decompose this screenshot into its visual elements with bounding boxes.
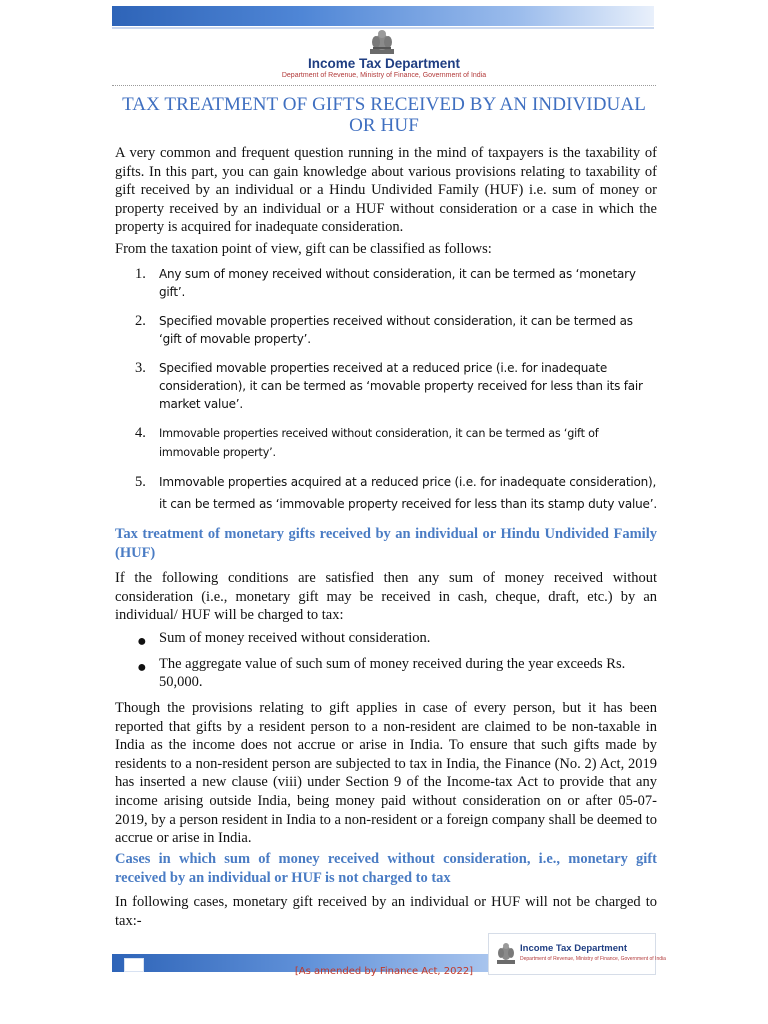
list-item [115,265,657,301]
list-item [115,629,657,650]
national-emblem-icon [367,26,397,56]
list-item [115,359,657,413]
list-item-text: Specified movable properties received at a reduced price (i.e. for inadequate consideration), it can be termed as ‘movable property received for less than its fair market value’. [159,361,643,411]
header-title: Income Tax Department [307,56,461,71]
gift-types-list [115,265,657,515]
section1-paragraph: If the following conditions are satisfied then any sum of money received without consideration (i.e., monetary gift may be received in cash, cheque, draft, etc.) by an individual/ HUF will be charged to tax: [115,570,657,624]
section-heading-monetary-gifts: Tax treatment of monetary gifts received by an individual or Hindu Undivided Family (HUF) [115,526,657,561]
list-item-text: Any sum of money received without consideration, it can be termed as ‘monetary gift’. [159,267,636,299]
bullet-icon: ● [137,633,147,650]
section2-paragraph: In following cases, monetary gift received by an individual or HUF will not be charged to tax:- [115,894,657,929]
national-emblem-icon [495,940,517,966]
list-item-text: Immovable properties acquired at a reduced price (i.e. for inadequate consideration), it can be termed as ‘immovable property received for less than its stamp duty value’. [159,475,657,511]
list-item [115,471,657,515]
footer-logo-title: Income Tax Department [520,943,627,954]
section1-paragraph-2: Though the provisions relating to gift applies in case of every person, but it has been reported that gifts by a resident person to a non-resident are claimed to be non-taxable in India as the income does not accrue or arise in India. To ensure that such gifts made by residents to a non-resident person are subjected to tax in India, the Finance (No. 2) Act, 2019 has inserted a new clause (viii) under Section 9 of the Income-tax Act to provide that any income arising outside India, being money paid without consideration on or after 05-07-2019, by a person resident in India to a non-resident or a foreign company shall be deemed to accrue or arise in India. [115,700,657,847]
section-heading-not-taxable: Cases in which sum of money received without consideration, i.e., monetary gift received by an individual or HUF is not charged to tax [115,851,657,886]
header-divider [112,85,656,86]
list-item-number: 2. [135,313,146,329]
list-item-text: Immovable properties received without consideration, it can be termed as ‘gift of immovable property’. [159,427,599,459]
list-item [115,312,657,348]
conditions-list [115,629,657,691]
intro-paragraph: A very common and frequent question running in the mind of taxpayers is the taxability of gifts. In this part, you can gain knowledge about various provisions relating to taxability of gift received by an individual or a Hindu Undivided Family (HUF) i.e. sum of money or property received by an individual or a HUF without consideration or a case in which the property is acquired for inadequate consideration. [115,145,657,236]
list-item-number: 1. [135,266,146,282]
list-item-number: 3. [135,360,146,376]
list-item-text: Specified movable properties received without consideration, it can be termed as ‘gift of movable property’. [159,314,633,346]
list-item-number: 4. [135,425,146,441]
footer-amendment-note: [As amended by Finance Act, 2022] [294,966,474,977]
page-title: TAX TREATMENT OF GIFTS RECEIVED BY AN INDIVIDUAL OR HUF [122,94,646,136]
header-subtitle: Department of Revenue, Ministry of Finance, Government of India [281,72,487,79]
classification-intro: From the taxation point of view, gift can be classified as follows: [115,241,492,257]
list-item [115,655,657,691]
list-item-text: Sum of money received without consideration. [159,630,431,646]
list-item [115,424,657,462]
list-item-text: The aggregate value of such sum of money received during the year exceeds Rs. 50,000. [159,656,626,690]
footer-logo-subtitle: Department of Revenue, Ministry of Finance, Government of India [520,956,666,962]
list-item-number: 5. [135,474,146,490]
bullet-icon: ● [137,659,147,676]
header-band [112,6,654,26]
